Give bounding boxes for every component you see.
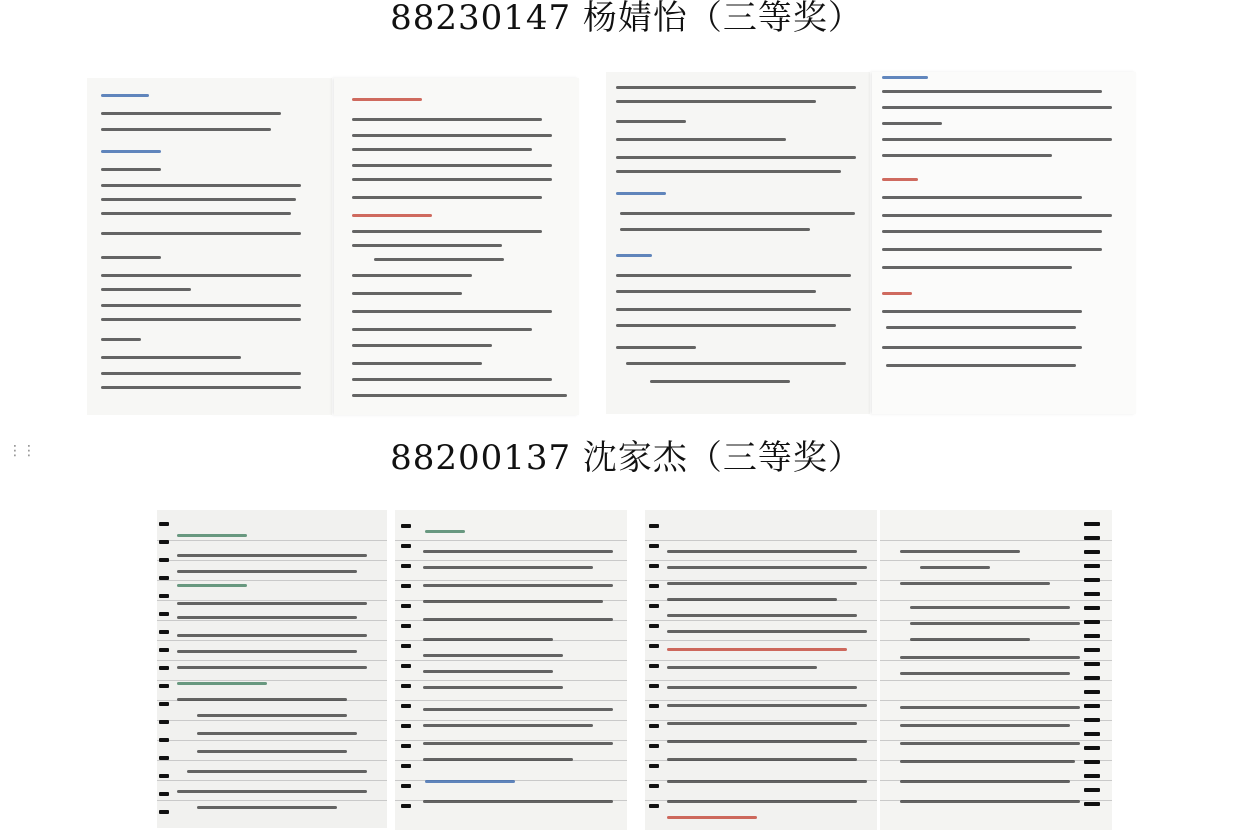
notebook-photo-4 (880, 510, 1112, 830)
entry-title-1: 88230147 杨婧怡（三等奖） (390, 0, 863, 38)
notebook-photo-1 (157, 510, 387, 828)
note-photo-1 (87, 78, 332, 415)
note-photo-2 (334, 78, 579, 415)
drag-handle-icon[interactable]: ⋮⋮ (8, 443, 36, 459)
entry-title-2: 88200137 沈家杰（三等奖） (390, 438, 863, 478)
note-photo-4 (872, 72, 1136, 414)
notebook-photo-2 (395, 510, 627, 830)
notebook-photo-3 (645, 510, 877, 830)
note-photo-3 (606, 72, 870, 414)
